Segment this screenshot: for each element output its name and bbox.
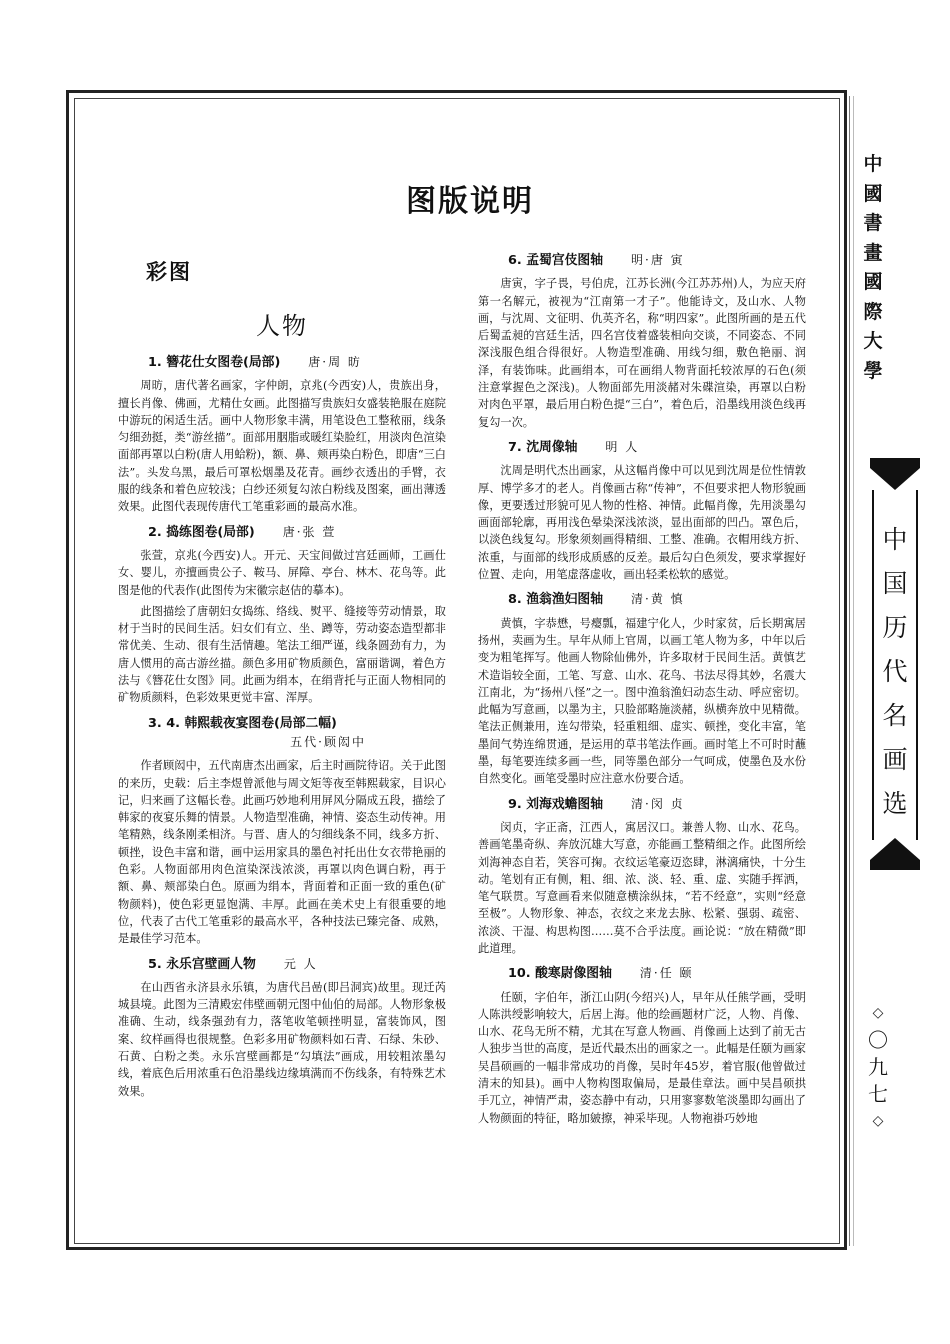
publisher-char: 中 — [863, 153, 883, 175]
entry-3-4 — [118, 715, 446, 948]
entry-paragraph: 任颐，字伯年，浙江山阴(今绍兴)人，早年从任熊学画，受明人陈洪绶影响较大，后居上海。他的绘画题材广泛，人物、肖像、山水、花鸟无所不精，尤其在写意人物画、肖像画上达到了前无古人独步当世的高度，是近代最杰出的画家之一。此幅是任颐为画家吴昌硕画的一幅非常成功的肖像，吴时年45岁，着官服(他曾做过清末的知县)。画中人物构图取偏局，是最佳章法。画中吴昌硕拱手兀立，神情严肃，姿态静中有动，只用寥寥数笔淡墨即勾画出了人物颜面的特征，略加皴擦，神采毕现。人物袍褂巧妙地 — [478, 990, 806, 1125]
section-title: 彩图 — [146, 259, 192, 284]
entry-title: 7. 沈周像轴 — [508, 439, 578, 455]
entry-heading — [478, 591, 806, 608]
entry-author: 明 人 — [605, 439, 640, 454]
page-number-char: 九 — [868, 1055, 888, 1079]
entry-heading — [478, 965, 806, 982]
publisher-vertical-label — [858, 150, 888, 386]
entry-heading — [478, 252, 806, 269]
publisher-char: 學 — [863, 359, 883, 382]
entry-title: 3. 4. 韩熙载夜宴图卷(局部二幅) — [148, 715, 337, 731]
entry-5 — [118, 956, 446, 1100]
entry-paragraph: 黄慎，字恭懋，号瘿瓢，福建宁化人，少时家贫，后长期寓居扬州，卖画为生。早年从师上官周，以画工笔人物为多，中年以后变为粗笔挥写。他画人物除仙佛外，许多取材于民间生活。黄慎艺术造诣较全面，工笔、写意、山水、花鸟、书法尽得其妙，名震大江南北，为“扬州八怪”之一。图中渔翁渔妇动态生动、呼应密切。此幅为写意画，以墨为主，只脸部略施淡赭，纵横奔放中见精微。笔法正侧兼用，连勾带染，轻重粗细、虚实、顿挫，变化丰富，笔墨间气势连绵贯通，是运用的草书笔法作画。画时笔上不可时时蘸墨，每笔要连续多画一些，同等墨色部分一气呵成，使墨色及水份自然变化。画笔受墨时应注意水份要合适。 — [478, 616, 806, 786]
series-char: 名 — [882, 701, 908, 730]
entry-paragraph: 唐寅，字子畏，号伯虎，江苏长洲(今江苏苏州)人，为应天府第一名解元，被视为“江南第一才子”。他能诗文，及山水、人物画，与沈周、文征明、仇英齐名，称“明四家”。此图所画的是五代后蜀孟昶的宫廷生活，四名宫伎着盛装相向交谈，不同姿态、不同深浅服色组合得很好。人物造型准确、用线匀细，敷色艳丽、润泽，有装饰味。此画绢本，可在画绢人物背面托较浓厚的石色(须注意掌握色之深浅)。人物面部先用淡赭对朱碟渲染，再罩以白粉对肉色平罩，最后用白粉色提“三白”，着色后，沿墨线用淡色线再复勾一次。 — [478, 277, 806, 429]
page-number — [862, 1000, 894, 1135]
entry-paragraph: 沈周是明代杰出画家，从这幅肖像中可以见到沈周是位性情敦厚、博学多才的老人。肖像画古称“传神”，不但要求把人物形貌画像，更要透过形貌可见人物的性格、神情。此幅肖像，先用淡墨勾画面部轮廓，再用浅色晕染深浅浓淡，显出面部的凹凸。罩色后，以淡色线复勾。形象须刻画得精细、工整、准确。衣帽用线方折、浓重，与面部的线形成质感的反差。最后勾白色须发，要求掌握好位置、走向，用笔虚落虚收，画出轻柔松软的感觉。 — [478, 464, 806, 582]
publisher-char: 書 — [863, 212, 883, 234]
page-number-char: 〇 — [868, 1028, 888, 1052]
banner-top-bar — [870, 458, 920, 468]
entry-paragraph: 作者顾闳中，五代南唐杰出画家，后主时画院待诏。关于此图的来历，史载：后主李煜曾派他与周文矩等夜至韩熙载家，目识心记，归来画了这幅长卷。此画巧妙地利用屏风分隔成五段，描绘了韩家的夜宴乐舞的情景。人物造型准确，神情、姿态生动传神。用笔精熟，线条刚柔相济。与晋、唐人的匀细线条不同，线多方折、顿挫，设色丰富和谐，画中运用家具的墨色衬托出仕女衣带艳丽的色彩。人物面部用肉色渲染深浅浓淡，再罩以肉色调白粉，再于额、鼻、颊部染白色。原画为绢本，背面着和正面一致的重色(矿物颜料)，使色彩更显饱满、丰厚。此画在美术史上有很重要的地位，代表了古代工笔重彩的最高水平，各种技法已臻完备、成熟，是最佳学习范本。 — [118, 759, 446, 946]
publisher-char: 畫 — [863, 241, 883, 264]
series-char: 画 — [882, 745, 908, 774]
entry-title: 6. 孟蜀宫伎图轴 — [508, 253, 604, 268]
entry-heading — [478, 796, 806, 813]
series-char: 中 — [882, 525, 908, 554]
entry-title: 10. 酸寒尉像图轴 — [508, 966, 612, 982]
left-column — [118, 346, 446, 1104]
banner-top-wedge — [870, 468, 920, 490]
entry-title: 5. 永乐宫壁画人物 — [148, 956, 256, 972]
publisher-char: 國 — [863, 182, 883, 205]
entry-7 — [478, 439, 806, 583]
entry-author: 清·闵 贞 — [631, 796, 685, 811]
series-char: 历 — [882, 613, 908, 642]
publisher-char: 大 — [863, 330, 883, 352]
entry-8 — [478, 591, 806, 787]
publisher-char: 國 — [863, 271, 883, 293]
entry-title: 1. 簪花仕女图卷(局部) — [148, 355, 281, 370]
diamond-icon: ◇ — [872, 1005, 884, 1021]
entry-1 — [118, 354, 446, 516]
entry-heading — [118, 956, 446, 973]
entry-paragraph: 在山西省永济县永乐镇，为唐代吕喦(即吕洞宾)故里。现迁芮城县境。此图为三清殿宏伟壁画朝元图中仙伯的局部。人物形象极准确、生动，线条强劲有力，落笔收笔顿挫明显，富装饰风，图案、纹样画得也很规整。色彩多用矿物颜料如石青、石绿、朱砂、石黄、白粉之类。永乐宫壁画都是“勾填法”画成，用较粗浓墨勾线，着底色后用浓重石色沿墨线边缘填满而不伤线条，有特殊艺术效果。 — [118, 980, 446, 1098]
page-number-char: 七 — [868, 1082, 888, 1106]
entry-paragraph: 此图描绘了唐朝妇女捣练、络线、熨平、缝接等劳动情景，取材于当时的民间生活。妇女们有立、坐、蹲等，劳动姿态造型都非常优美、生动、很有生活情趣。笔法工细严谨，线条圆劲有力，为唐人惯用的高古游丝描。颜色多用矿物质颜色，富丽谐调，着色方法与《簪花仕女图》同。此画为绢本，在绢背托与正面人物相同的矿物质颜料，色彩效果更觉丰富、浑厚。 — [118, 604, 446, 705]
diamond-icon: ◇ — [872, 1113, 884, 1129]
subsection-title: 人物 — [256, 312, 308, 340]
entry-paragraph: 张萱，京兆(今西安)人。开元、天宝间做过宫廷画师，工画仕女、婴儿，亦擅画贵公子、鞍马、屏障、亭台、林木、花鸟等。此图是他的代表作(此图传为宋徽宗赵佶的摹本)。 — [118, 548, 446, 597]
publisher-char: 際 — [863, 300, 883, 323]
entry-6 — [478, 252, 806, 431]
banner-bottom-wedge — [870, 838, 920, 860]
right-rule — [849, 96, 850, 1246]
entry-paragraph: 周昉，唐代著名画家，字仲朗，京兆(今西安)人，贵族出身，擅长肖像、佛画，尤精仕女画。此图描写贵族妇女盛装艳服在庭院中游玩的闲适生活。画中人物形象丰满，用笔设色工整秾丽，线条匀细劲挺，类“游丝描”。面部用胭脂或暖红染脸红，用淡肉色渲染面部再罩以白粉(唐人用蛤粉)，额、鼻、颊再染白粉色，即唐“三白法”。头发乌黑，最后可罩松烟墨及花青。画纱衣透出的手臂，衣服的线条和着色应较浅；白纱还须复勾浓白粉线及图案，画出薄透效果。此图代表现传唐代工笔重彩画的最高水准。 — [118, 379, 446, 514]
right-rule-secondary — [853, 96, 854, 1246]
series-char: 选 — [882, 789, 908, 818]
entry-heading — [118, 354, 446, 371]
entry-2 — [118, 524, 446, 707]
entry-author: 清·任 颐 — [639, 966, 694, 981]
entry-heading — [118, 524, 446, 541]
entry-author: 清·黄 慎 — [631, 592, 685, 607]
entry-title: 2. 捣练图卷(局部) — [148, 524, 255, 540]
entry-author: 元 人 — [283, 956, 318, 971]
series-char: 国 — [882, 569, 908, 598]
right-column — [478, 244, 806, 1131]
entry-title: 9. 刘海戏蟾图轴 — [508, 796, 604, 812]
entry-9 — [478, 796, 806, 958]
entry-author: 唐·张 萱 — [282, 524, 337, 539]
series-vertical-title — [872, 518, 918, 826]
page-title: 图版说明 — [406, 184, 534, 219]
banner-bottom-bar — [870, 860, 920, 870]
series-char: 代 — [882, 657, 908, 686]
entry-10 — [478, 965, 806, 1127]
entry-author: 明·唐 寅 — [631, 253, 685, 267]
entry-author: 唐·周 昉 — [308, 355, 362, 369]
entry-paragraph: 闵贞，字正斋，江西人，寓居汉口。兼善人物、山水、花鸟。善画笔墨奇纵、奔放沉雄大写意，亦能画工整精细之作。此图所绘刘海神态自若，笑容可掬。衣纹运笔豪迈恣肆，淋漓痛快，十分生动。笔划有正有侧，粗、细、浓、淡、轻、重、虚、实随手挥洒，笔气联贯。写意画看来似随意横涂纵抹，“若不经意”，实则“经意至极”。人物形象、神态，衣纹之来龙去脉、松紧、强弱、疏密、浓淡、干湿、构思构图……莫不合乎法度。画论说：“放在精微”即此道理。 — [478, 820, 806, 955]
entry-heading — [478, 439, 806, 456]
entry-title: 8. 渔翁渔妇图轴 — [508, 592, 604, 608]
entry-author: 五代·顾闳中 — [290, 734, 366, 749]
